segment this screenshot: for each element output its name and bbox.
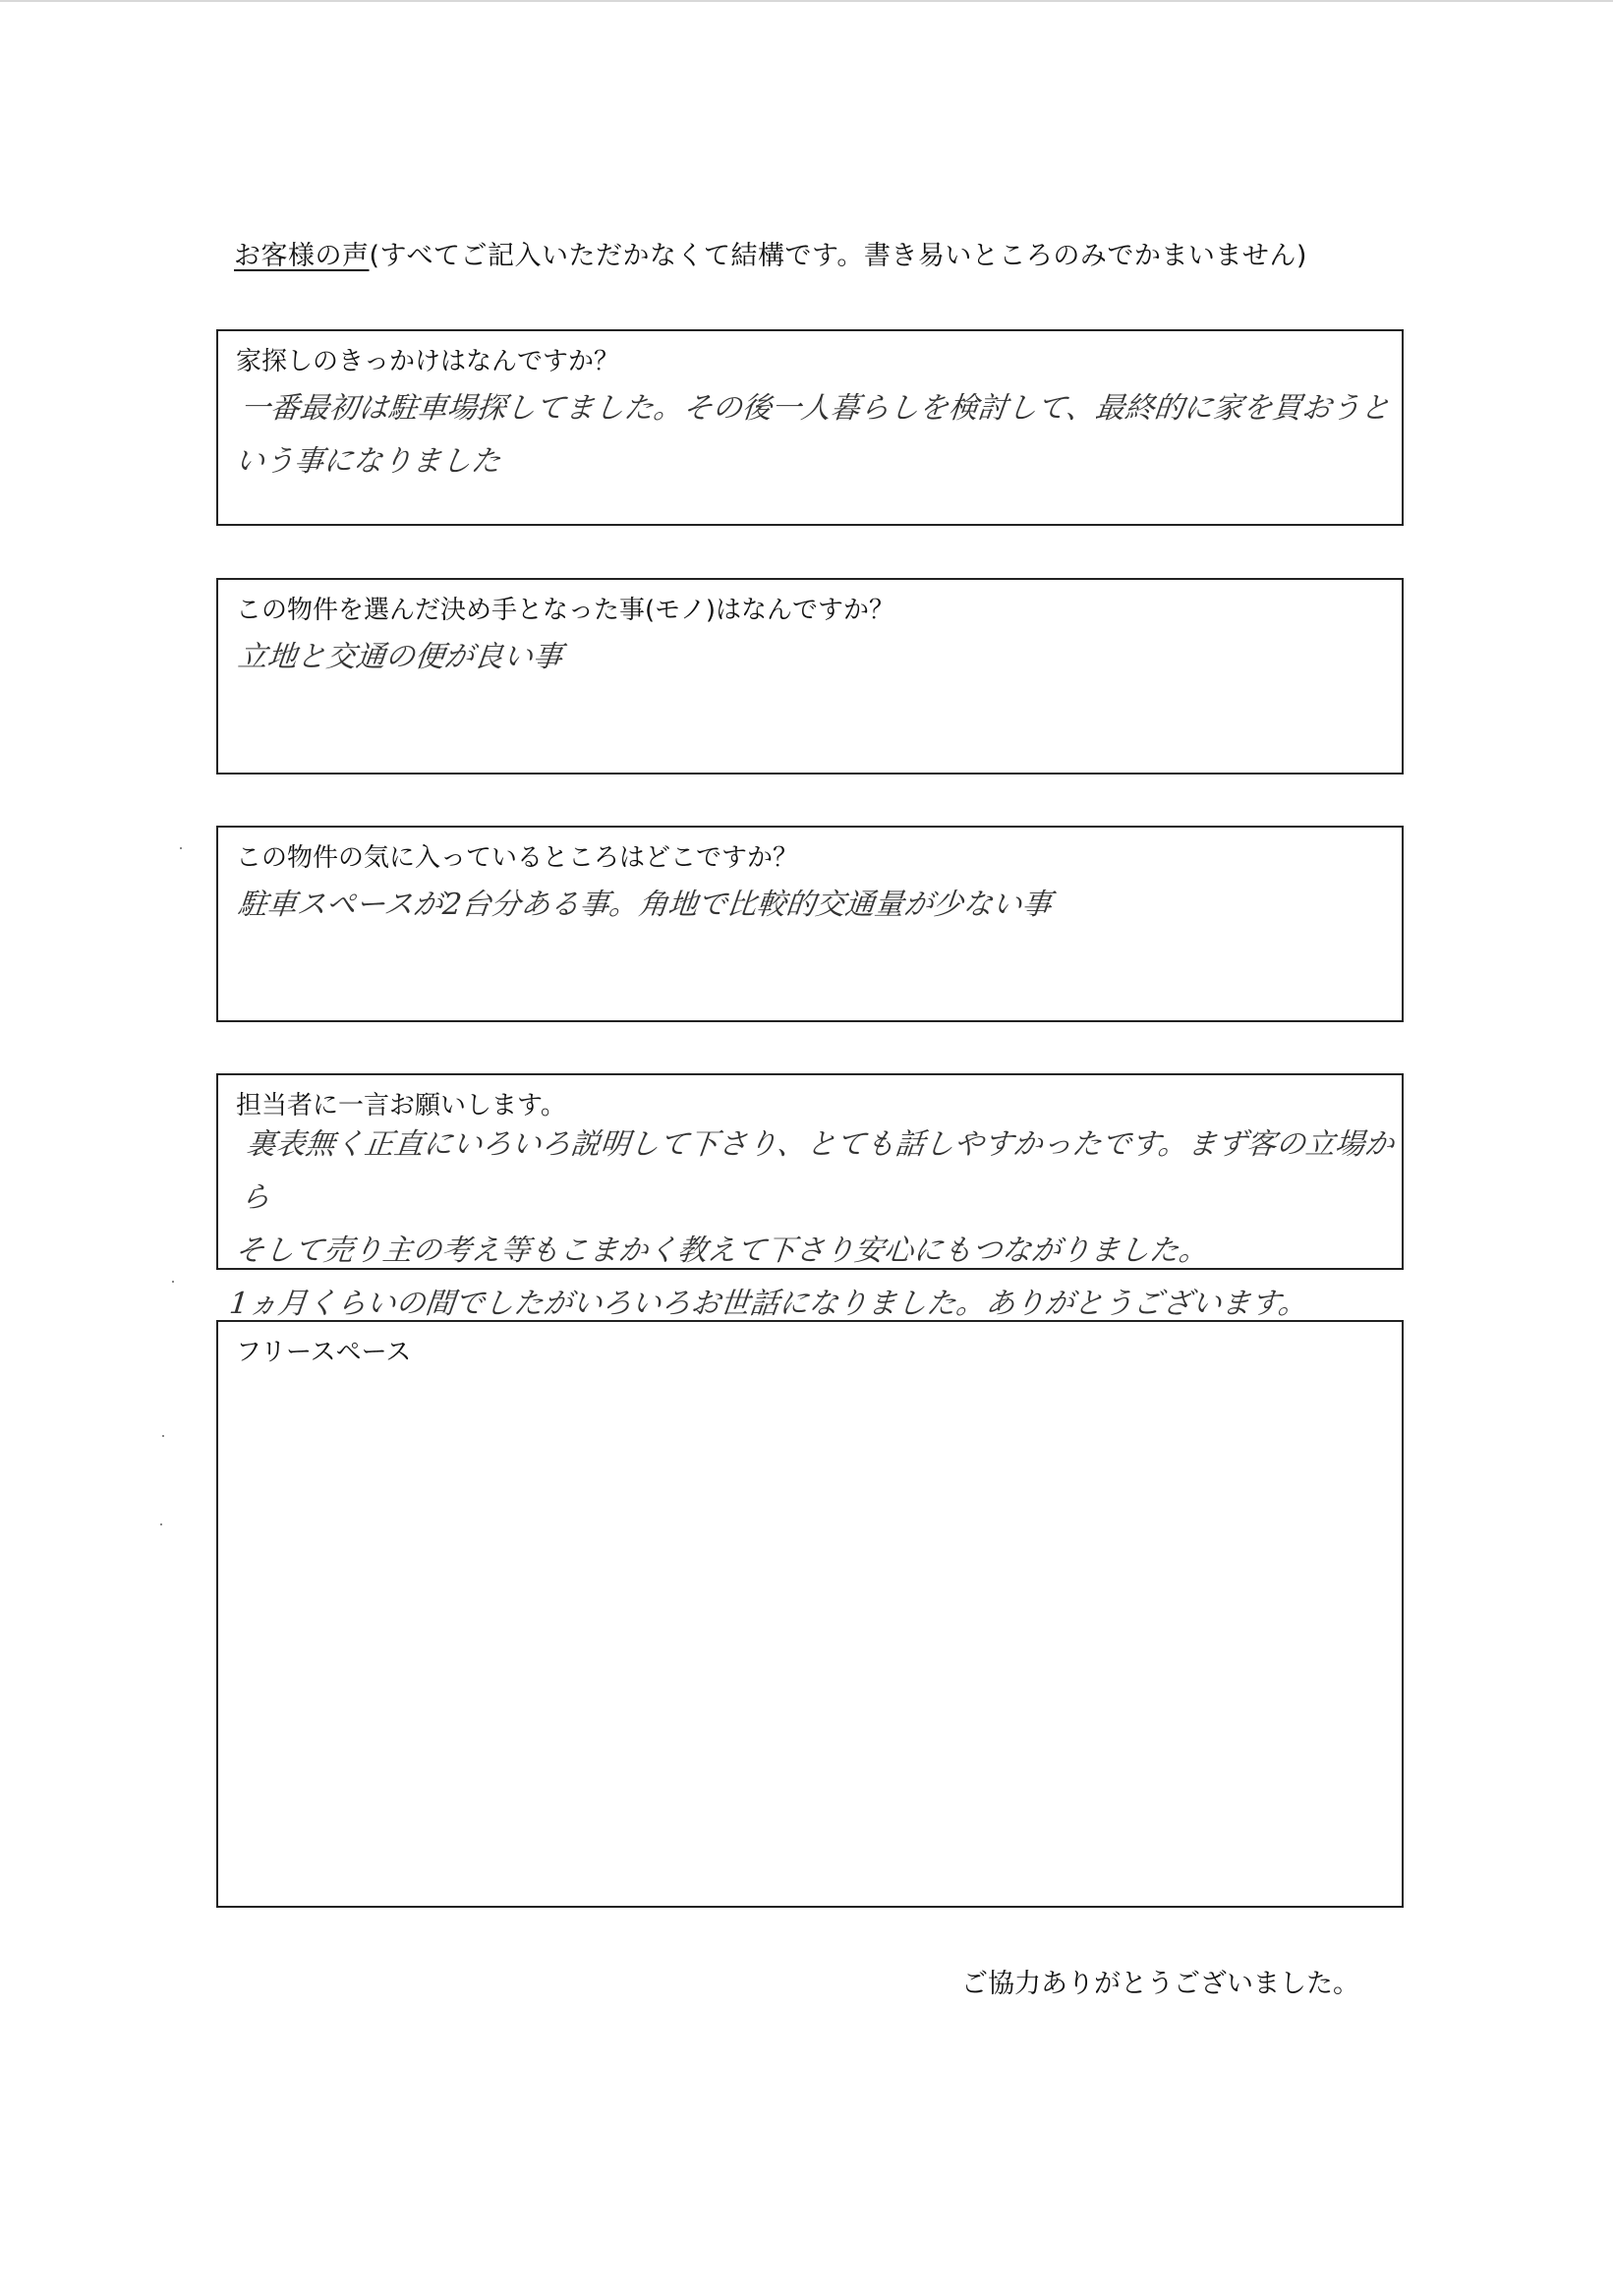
section-trigger (216, 329, 1404, 526)
section-message-to-staff (216, 1073, 1404, 1321)
answer-line: 立地と交通の便が良い事 (236, 640, 564, 674)
question-label: 家探しのきっかけはなんですか？ (236, 347, 620, 376)
answer-text (235, 879, 1054, 932)
scan-speck (172, 1281, 174, 1283)
question-label: この物件の気に入っているところはどこですか？ (236, 843, 799, 873)
answer-line: そして売り主の考え等もこまかく教えて下さり安心にもつながりました。 (233, 1234, 1211, 1268)
heading-title: お客様の声 (234, 241, 370, 271)
scan-speck (160, 1523, 162, 1525)
answer-text (232, 382, 1393, 488)
answer-line: 駐車スペースが2台分ある事。角地で比較的交通量が少ない事 (236, 888, 1054, 922)
heading-note: (すべてご記入いただかなくて結構です。書き易いところのみでかまいません) (369, 241, 1307, 271)
section-deciding-factor (216, 578, 1404, 775)
scan-edge (0, 0, 1613, 2)
scan-speck (162, 1435, 164, 1437)
answer-text (235, 631, 565, 684)
scan-speck (180, 847, 182, 849)
section-favorite-points (216, 826, 1404, 1022)
form-heading (234, 234, 1307, 272)
question-label: フリースペース (236, 1338, 412, 1367)
answer-line: 一番最初は駐車場探してました。その後一人暮らしを検討して、最終的に家を買おうと (239, 391, 1393, 426)
thank-you-note: ご協力ありがとうございました。 (961, 1969, 1359, 1999)
section-free-space (216, 1320, 1404, 1908)
answer-line: 裏表無く正直にいろいろ説明して下さり、とても話しやすかったです。まず客の立場から (239, 1127, 1397, 1215)
question-label: この物件を選んだ決め手となった事(モノ)はなんですか？ (236, 596, 895, 625)
answer-line: 1ヵ月くらいの間でしたがいろいろお世話になりました。ありがとうございます。 (227, 1287, 1310, 1321)
question-label: 担当者に一言お願いします。 (236, 1091, 566, 1120)
answer-line: いう事になりました (233, 444, 503, 479)
answer-text (227, 1119, 1413, 1331)
